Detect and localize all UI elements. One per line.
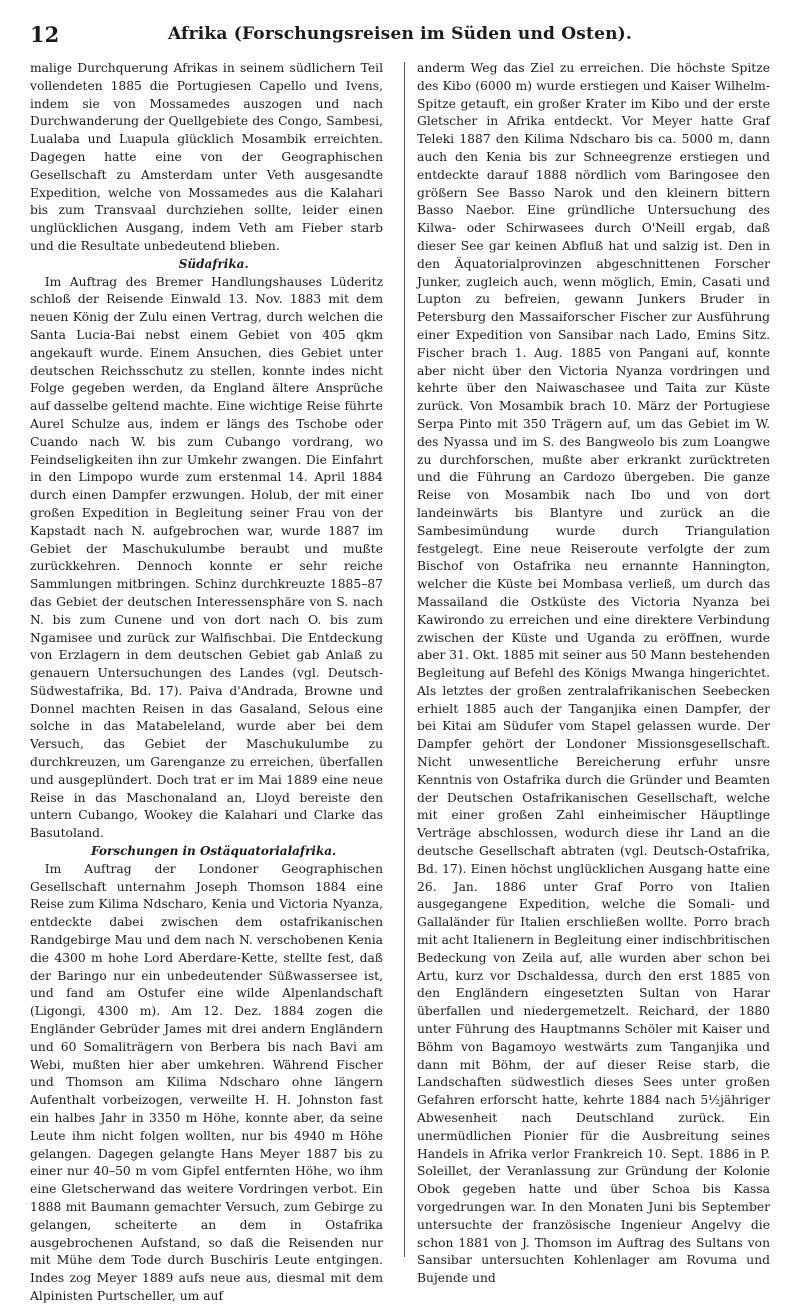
page-number: 12 <box>30 22 60 47</box>
column-divider <box>404 62 405 1257</box>
paragraph-suedafrika: Im Auftrag des Bremer Handlungshauses Lüderitz schloß der Reisende Einwald 13. Nov. 1883 mit dem neuen König der Zulu einen Vertrag, durch welchen die Santa Lucia-Bai nebst einem Gebiet von 405 qkm angekauft wurde. Einem Ansuchen, dies Gebiet unter deutschen Reichsschutz zu stellen, konnte indes nicht Folge gegeben werden, da England ältere Ansprüche auf dasselbe geltend machte. Eine wichtige Reise führte Aurel Schulze aus, indem er längs des Tschobe oder Cuando nach W. bis zum Cubango vordrang, wo Feindseligkeiten ihn zur Umkehr zwangen. Die Einfahrt in den Limpopo wurde zum erstenmal 14. April 1884 durch einen Dampfer erzwungen. Holub, der mit einer großen Expedition in Begleitung seiner Frau von der Kapstadt nach N. aufgebrochen war, wurde 1887 im Gebiet der Maschukulumbe beraubt und mußte zurückkehren. Dennoch konnte er sehr reiche Sammlungen mitbringen. Schinz durchkreuzte 1885–87 das Gebiet der deutschen Interessensphäre von S. nach N. bis zum Cunene und von dort nach O. bis zum Ngamisee und zurück zur Walfischbai. Die Entdeckung von Erzlagern in dem deutschen Gebiet gab Anlaß zu genauern Untersuchungen des Landes (vgl. Deutsch-Südwestafrika, Bd. 17). Paiva d'Andrada, Browne und Donnel machten Reisen in das Gasaland, Selous eine solche in das Matabeleland, wurde aber bei dem Versuch, das Gebiet der Maschukulumbe zu durchkreuzen, um Garenganze zu erreichen, überfallen und ausgeplündert. Doch trat er im Mai 1889 eine neue Reise in das Maschonaland an, Lloyd bereiste den untern Cubango, Wookey die Kalahari und Clarke das Basutoland. <box>30 274 383 841</box>
paragraph-intro: malige Durchquerung Afrikas in seinem südlichern Teil vollendeten 1885 die Portugiesen Capello und Ivens, indem sie von Mossamedes auszogen und nach Durchwanderung der Quellgebiete des Congo, Sambesi, Lualaba und Luapula glücklich Mosambik erreichten. Dagegen hatte eine von der Geographischen Gesellschaft zu Amsterdam unter Veth ausgesandte Expedition, welche von Mossamedes aus die Kalahari bis zum Transvaal durchziehen sollte, leider einen unglücklichen Ausgang, indem Veth am Fieber starb und die Resultate unbedeutend blieben. <box>30 61 383 253</box>
page-header <box>30 22 770 52</box>
left-column <box>30 60 383 1306</box>
section-heading-ostaequatorialafrika: Forschungen in Ostäquatorialafrika. <box>91 844 337 859</box>
section-heading-suedafrika: Südafrika. <box>178 256 249 271</box>
paragraph-continued: anderm Weg das Ziel zu erreichen. Die höchste Spitze des Kibo (6000 m) wurde erstiegen und Kaiser Wilhelm-Spitze getauft, ein großer Krater im Kibo und der erste Gletscher in Afrika entdeckt. Vor Meyer hatte Graf Teleki 1887 den Kilima Ndscharo bis ca. 5000 m, dann auch den Kenia bis zur Schneegrenze erstiegen und entdeckte darauf 1888 nördlich vom Baringosee den größern See Basso Narok und den kleinern bittern Basso Naebor. Eine gründliche Untersuchung des Kilwa- oder Schirwasees durch O'Neill ergab, daß dieser See gar keinen Abfluß hat und salzig ist. Den in den Äquatorialprovinzen abgeschnittenen Forscher Junker, zugleich auch, wenn möglich, Emin, Casati und Lupton zu befreien, gewann Junkers Bruder in Petersburg den Massaiforscher Fischer zur Ausführung einer Expedition von Sansibar nach Lado, Emins Sitz. Fischer brach 1. Aug. 1885 von Pangani auf, konnte aber nicht über den Victoria Nyanza vordringen und kehrte über den Naiwaschasee und Taita zur Küste zurück. Von Mosambik brach 10. März der Portugiese Serpa Pinto mit 350 Trägern auf, um das Gebiet im W. des Nyassa und im S. des Bangweolo bis zum Loangwe zu durchforschen, mußte aber erkrankt zurücktreten und die Führung an Cardozo übergeben. Die ganze Reise von Mosambik nach Ibo und von dort landeinwärts bis Blantyre und zurück an die Sambesimündung wurde durch Triangulation festgelegt. Eine neue Reiseroute verfolgte der zum Bischof von Ostafrika neu ernannte Hannington, welcher die Küste bei Mombasa verließ, um durch das Massailand die Ostküste des Victoria Nyanza bei Kawirondo zu erreichen und eine direktere Verbindung zwischen der Küste und Uganda zu eröffnen, wurde aber 31. Okt. 1885 mit seiner aus 50 Mann bestehenden Begleitung auf Befehl des Königs Mwanga hingerichtet. Als letztes der großen zentralafrikanischen Seebecken erhielt 1885 auch der Tanganjika einen Dampfer, der bei Kitai am Südufer vom Stapel gelassen wurde. Der Dampfer gehört der Londoner Missionsgesellschaft. Nicht unwesentliche Bereicherung erfuhr unsre Kenntnis von Ostafrika durch die Gründer und Beamten der Deutschen Ostafrikanischen Gesellschaft, welche mit einer großen Zahl einheimischer Häuptlinge Verträge abschlossen, wodurch diese ihr Land an die deutsche Gesellschaft abtraten (vgl. Deutsch-Ostafrika, Bd. 17). Einen höchst unglücklichen Ausgang hatte eine 26. Jan. 1886 unter Graf Porro von Italien ausgegangene Expedition, welche die Somali- und Gallaländer für Italien erschließen wollte. Porro brach mit acht Italienern in Begleitung einer indischbritischen Bedeckung von Zeila auf, alle wurden aber schon bei Artu, kurz vor Dschaldessa, durch den erst 1885 von den Engländern eingesetzten Sultan von Harar überfallen und niedergemetzelt. Reichard, der 1880 unter Führung des Hauptmanns Schöler mit Kaiser und Böhm von Bagamoyo westwärts zum Tanganjika und dann mit Böhm, der auf dieser Reise starb, die Landschaften südwestlich dieses Sees unter großen Gefahren erforscht hatte, kehrte 1884 nach 5½jähriger Abwesenheit nach Deutschland zurück. Ein unermüdlichen Pionier für die Ausbreitung seines Handels in Afrika verlor Frankreich 10. Sept. 1886 in P. Soleillet, der Veranlassung zur Gründung der Kolonie Obok gegeben hatte und über Schoa bis Kassa vorgedrungen war. In den Monaten Juni bis September untersuchte der französische Ingenieur Angelvy die schon 1881 von J. Thomson im Auftrag des Sultans von Sansibar untersuchten Kohlenlager am Rovuma und Bujende und <box>417 61 770 1286</box>
paragraph-ostaequatorialafrika: Im Auftrag der Londoner Geographischen Gesellschaft unternahm Joseph Thomson 1884 eine Reise zum Kilima Ndscharo, Kenia und Victoria Nyanza, entdeckte dabei zwischen dem ostafrikanischen Randgebirge Mau und dem nach N. verschobenen Kenia die 4300 m hohe Lord Aberdare-Kette, stellte fest, daß der Baringo nur ein unbedeutender Süßwassersee ist, und fand am Ostufer eine wilde Alpenlandschaft (Ligongi, 4300 m). Am 12. Dez. 1884 zogen die Engländer Gebrüder James mit drei andern Engländern und 60 Somaliträgern von Berbera bis nach Bavi am Webi, mußten hier aber umkehren. Während Fischer und Thomson am Kilima Ndscharo ohne längern Aufenthalt vorbeizogen, verweilte H. H. Johnston fast ein halbes Jahr in 3350 m Höhe, konnte aber, da seine Leute ihm nicht folgen wollten, nur bis 4940 m Höhe gelangen. Dagegen gelangte Hans Meyer 1887 bis zu einer nur 40–50 m vom Gipfel entfernten Höhe, wo ihm eine Gletscherwand das weitere Vordringen verbot. Ein 1888 mit Baumann gemachter Versuch, zum Gebirge zu gelangen, scheiterte an dem in Ostafrika ausgebrochenen Aufstand, so daß die Reisenden nur mit Mühe dem Tode durch Buschiris Leute entgingen. Indes zog Meyer 1889 aufs neue aus, diesmal mit dem Alpinisten Purtscheller, um auf <box>30 861 383 1303</box>
right-column <box>417 60 770 1288</box>
running-title: Afrika (Forschungsreisen im Süden und Osten). <box>167 24 633 44</box>
